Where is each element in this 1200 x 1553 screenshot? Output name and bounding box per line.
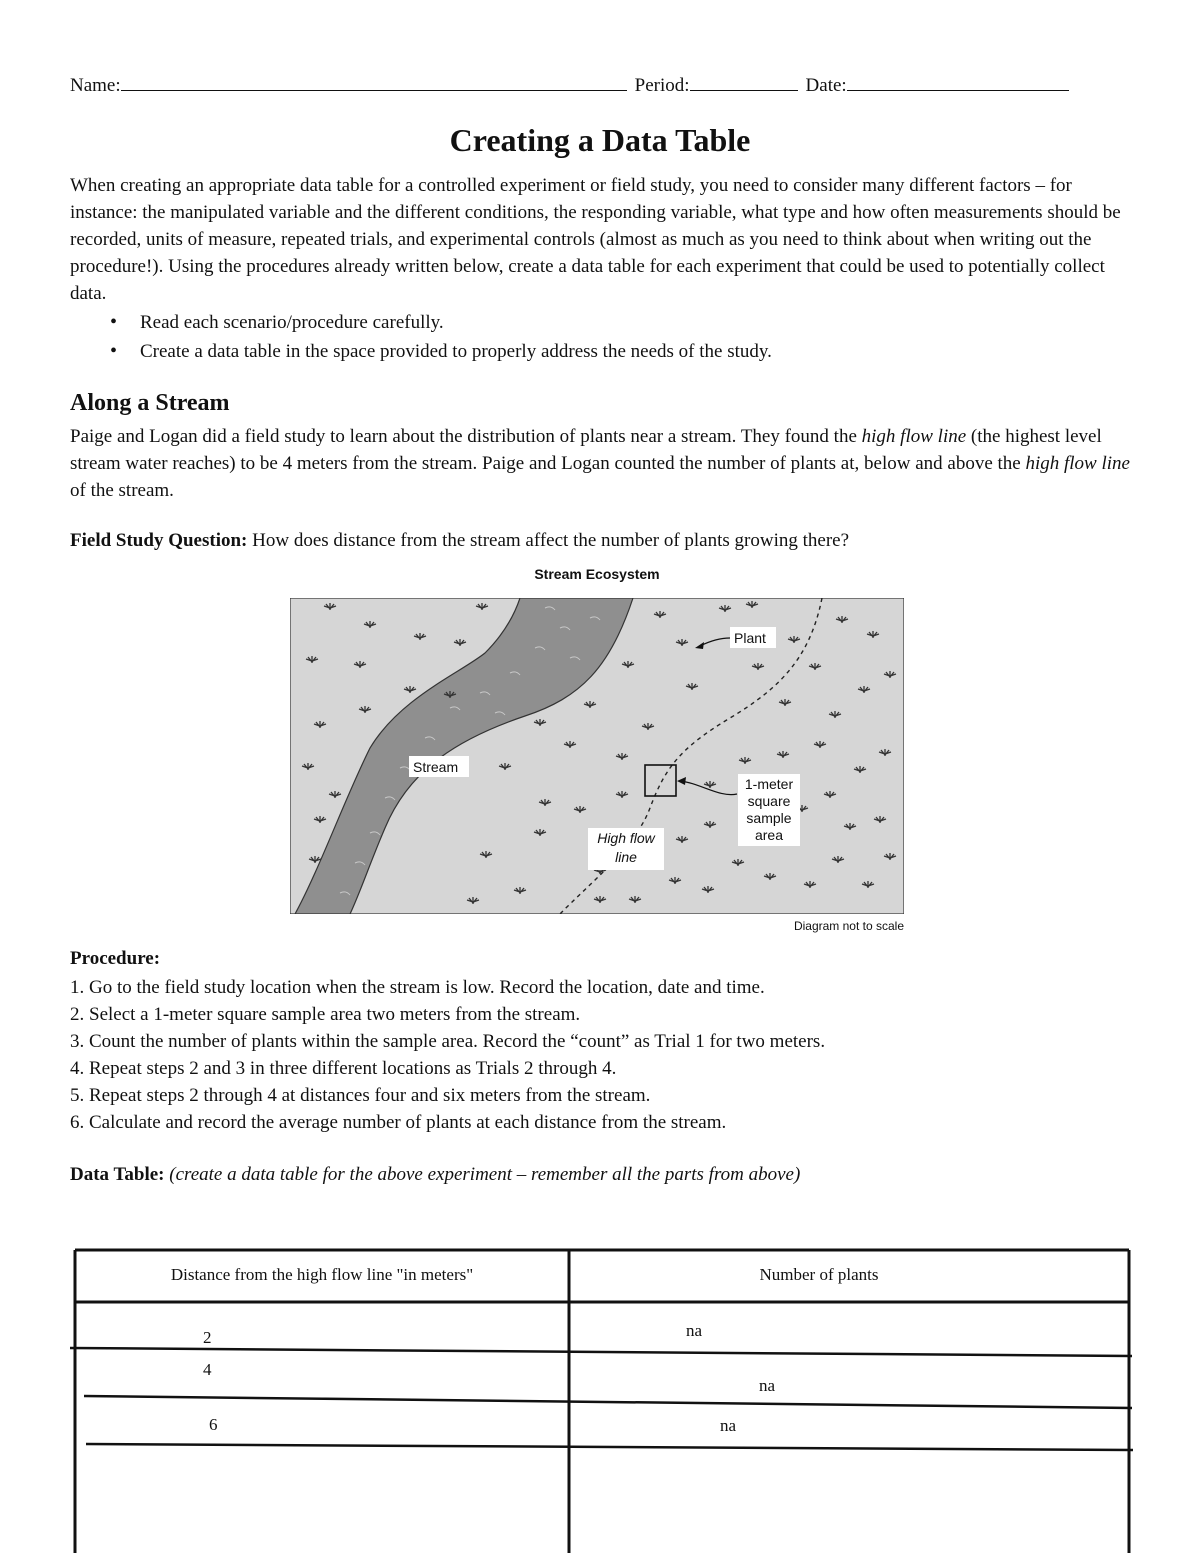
row-3-distance: 6 (209, 1415, 218, 1434)
data-table-label (70, 1164, 1150, 1186)
row-1-plants: na (686, 1321, 703, 1340)
row-line-3 (86, 1444, 1133, 1450)
square-label-line-4: area (754, 827, 784, 843)
square-label-line-3: sample (746, 810, 792, 826)
stream-ecosystem-diagram (290, 598, 904, 914)
row-line-2 (84, 1396, 1132, 1408)
procedure-step: 1. Go to the field study location when the stream is low. Record the location, date and time. (70, 977, 765, 998)
procedure-step: 6. Calculate and record the average number of plants at each distance from the stream. (70, 1112, 727, 1133)
scenario-paragraph (70, 423, 1135, 504)
procedure-heading: Procedure: (70, 948, 161, 969)
header-distance: Distance from the high flow line "in meters" (170, 1265, 474, 1284)
field-study-question (70, 530, 1130, 552)
scenario-text-1: Paige and Logan did a field study to learn about the distribution of plants near a stream. They found the (70, 426, 862, 447)
procedure-step: 4. Repeat steps 2 and 3 in three different locations as Trials 2 through 4. (70, 1058, 617, 1079)
date-blank[interactable] (847, 74, 1069, 91)
table-lines (70, 1246, 1134, 1553)
row-2-plants: na (759, 1376, 776, 1395)
stream-label: Stream (413, 759, 459, 775)
instruction-item: • Read each scenario/procedure carefully. (110, 308, 1110, 337)
procedure-step: 3. Count the number of plants within the sample area. Record the “count” as Trial 1 for two meters. (70, 1031, 826, 1052)
instruction-item: • Create a data table in the space provided to properly address the needs of the study. (110, 337, 1110, 366)
name-blank[interactable] (121, 74, 627, 91)
flow-label-line-1: High flow (597, 830, 655, 846)
date-label: Date: (805, 75, 847, 96)
row-line-1 (70, 1348, 1132, 1356)
header-plants: Number of plants (759, 1265, 879, 1284)
plant-label: Plant (734, 630, 766, 646)
square-label-line-2: square (747, 793, 791, 809)
data-table-label-bold: Data Table: (70, 1164, 165, 1185)
question-label: Field Study Question: (70, 530, 248, 551)
flow-label-line-2: line (615, 849, 637, 865)
question-text: How does distance from the stream affect the number of plants growing there? (247, 530, 850, 551)
row-2-distance: 4 (203, 1360, 212, 1379)
instruction-list (110, 308, 1110, 366)
scenario-italic-1: high flow line (861, 426, 967, 447)
period-label: Period: (634, 75, 690, 96)
scenario-text-2: (the highest level stream water reaches) to be 4 meters from the stream. Paige and Logan counted the number of plants at, below and above the (70, 426, 1102, 474)
scenario-italic-2: high flow line (1025, 453, 1130, 474)
scenario-text-3: of the stream. (70, 480, 174, 501)
name-label: Name: (70, 75, 121, 96)
data-table-instruction: (create a data table for the above experiment – remember all the parts from above) (169, 1164, 801, 1185)
figure-note: Diagram not to scale (793, 919, 904, 933)
procedure-step: 5. Repeat steps 2 through 4 at distances four and six meters from the stream. (70, 1085, 651, 1106)
section-heading: Along a Stream (70, 390, 230, 416)
period-blank[interactable] (690, 74, 798, 91)
procedure-steps (70, 974, 1130, 1136)
intro-paragraph: When creating an appropriate data table for a controlled experiment or field study, you need to consider many different factors – for instance: the manipulated variable and the different conditions, the responding variable, what type and how often measurements should be recorded, units of measure, repeated trials, and experimental controls (almost as much as you need to think about when writing out the procedure!). Using the procedures already written below, create a data table for each experiment that could be used to potentially collect data. (70, 175, 1121, 304)
student-info-line (70, 74, 1130, 97)
square-label-line-1: 1-meter (744, 776, 794, 792)
procedure-step: 2. Select a 1-meter square sample area two meters from the stream. (70, 1004, 581, 1025)
row-3-plants: na (720, 1416, 737, 1435)
figure-title: Stream Ecosystem (534, 566, 660, 582)
page-title: Creating a Data Table (449, 122, 751, 158)
data-table (70, 1246, 1134, 1553)
row-1-distance: 2 (203, 1328, 212, 1347)
